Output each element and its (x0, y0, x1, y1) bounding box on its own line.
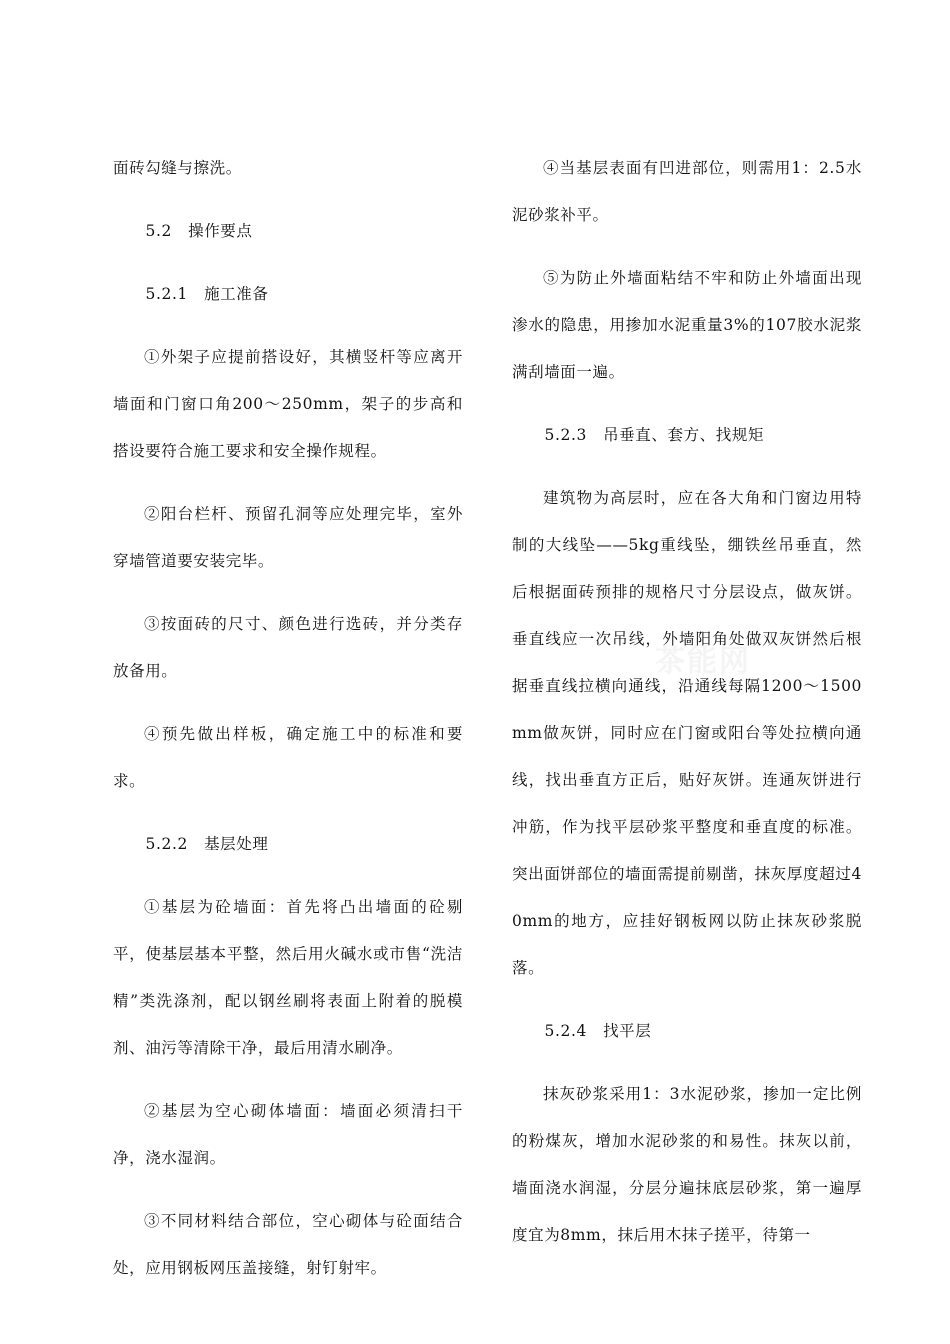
paragraph-hollow-masonry: ②基层为空心砌体墙面：墙面必须清扫干净，浇水湿润。 (113, 1102, 463, 1167)
paragraph-continuation: 面砖勾缝与擦洗。 (113, 159, 242, 177)
paragraph-concrete-base: ①基层为砼墙面：首先将凸出墙面的砼剔平，使基层基本平整，然后用火碱水或市售“洗洁精”类洗涤剂，配以钢丝刷将表面上附着的脱模剂、油污等清除干净，最后用清水刷净。 (113, 898, 463, 1057)
watermark: 茶能网 (655, 644, 751, 679)
left-column (113, 145, 463, 1308)
heading-5-2-1: 5.2.1 施工准备 (145, 285, 269, 303)
paragraph-tile-selection: ③按面砖的尺寸、颜色进行选砖，并分类存放备用。 (113, 615, 463, 680)
paragraph-anti-seepage: ⑤为防止外墙面粘结不牢和防止外墙面出现渗水的隐患，用掺加水泥重量3%的107胶水泥浆满刮墙面一遍。 (512, 269, 862, 381)
paragraph-plumb-line: 建筑物为高层时，应在各大角和门窗边用特制的大线坠——5kg重线坠，绷铁丝吊垂直，然后根据面砖预排的规格尺寸分层设点，做灰饼。垂直线应一次吊线，外墙阳角处做双灰饼然后根据垂直线拉横向通线，沿通线每隔1200～1500mm做灰饼，同时应在门窗或阳台等处拉横向通线，找出垂直方正后，贴好灰饼。连通灰饼进行冲筋，作为找平层砂浆平整度和垂直度的标准。突出面饼部位的墙面需提前剔凿，抹灰厚度超过40mm的地方，应挂好钢板网以防止抹灰砂浆脱落。 (512, 489, 862, 977)
right-column (512, 145, 862, 1275)
paragraph-scaffold: ①外架子应提前搭设好，其横竖杆等应离开墙面和门窗口角200～250mm，架子的步高和搭设要符合施工要求和安全操作规程。 (113, 348, 463, 460)
paragraph-recess-fill: ④当基层表面有凹进部位，则需用1：2.5水泥砂浆补平。 (512, 159, 862, 224)
paragraph-balcony: ②阳台栏杆、预留孔洞等应处理完毕，室外穿墙管道要安装完毕。 (113, 505, 463, 570)
heading-5-2-2: 5.2.2 基层处理 (145, 835, 269, 853)
heading-5-2: 5.2 操作要点 (145, 222, 253, 240)
heading-5-2-3: 5.2.3 吊垂直、套方、找规矩 (544, 426, 765, 444)
paragraph-sample: ④预先做出样板，确定施工中的标准和要求。 (113, 725, 463, 790)
paragraph-material-joint: ③不同材料结合部位，空心砌体与砼面结合处，应用钢板网压盖接缝，射钉射牢。 (113, 1212, 463, 1277)
paragraph-leveling-layer: 抹灰砂浆采用1：3水泥砂浆，掺加一定比例的粉煤灰，增加水泥砂浆的和易性。抹灰以前，墙面浇水润湿，分层分遍抹底层砂浆，第一遍厚度宜为8mm，抹后用木抹子搓平，待第一 (512, 1085, 862, 1244)
heading-5-2-4: 5.2.4 找平层 (544, 1022, 652, 1040)
